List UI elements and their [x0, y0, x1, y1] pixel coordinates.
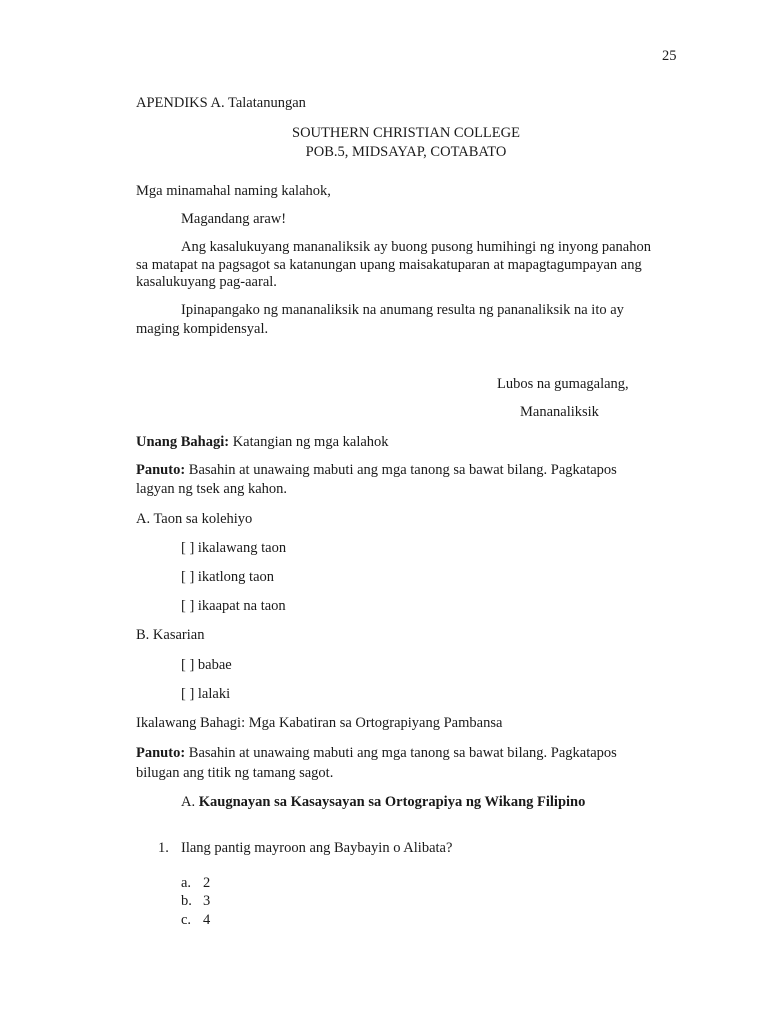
option-female[interactable]: [ ] babae	[181, 657, 232, 673]
school-name: SOUTHERN CHRISTIAN COLLEGE	[292, 125, 520, 141]
part2-section-title: Kaugnayan sa Kasaysayan sa Ortograpiya ng Wikang Filipino	[198, 794, 586, 810]
letter-paragraph-1-line-1: Ang kasalukuyang mananaliksik ay buong pusong humihingi ng inyong panahon	[181, 239, 651, 255]
option-year-3[interactable]: [ ] ikatlong taon	[181, 569, 275, 585]
option-year-2[interactable]: [ ] ikalawang taon	[181, 540, 287, 556]
part2-instruction-text: Basahin at unawaing mabuti ang mga tanong sa bawat bilang. Pagkatapos	[188, 745, 617, 761]
section-a-title: A. Taon sa kolehiyo	[136, 511, 253, 527]
part1-instruction-line-2: lagyan ng tsek ang kahon.	[136, 481, 288, 497]
option-male[interactable]: [ ] lalaki	[181, 686, 231, 702]
choice-c-letter[interactable]: c.	[181, 912, 192, 928]
part2-heading: Ikalawang Bahagi: Mga Kabatiran sa Ortograpiyang Pambansa	[136, 715, 503, 731]
part2-instruction-line-2: bilugan ang titik ng tamang sagot.	[136, 765, 334, 781]
section-b-title: B. Kasarian	[136, 627, 205, 643]
part2-section-prefix: A.	[181, 794, 196, 810]
appendix-title: APENDIKS A. Talatanungan	[136, 95, 306, 111]
letter-greeting: Magandang araw!	[181, 211, 287, 227]
letter-signature: Mananaliksik	[520, 404, 599, 420]
choice-a-letter[interactable]: a.	[181, 875, 192, 891]
letter-paragraph-1-line-2: sa matapat na pagsagot sa katanungan upang maisakatuparan at mapagtagumpayan ang	[136, 257, 642, 273]
part1-heading-label: Unang Bahagi:	[136, 434, 230, 450]
part2-instruction-line-1	[136, 744, 617, 762]
choice-b-letter[interactable]: b.	[181, 893, 192, 909]
question-1-text: Ilang pantig mayroon ang Baybayin o Alibata?	[181, 840, 453, 856]
part1-heading-text: Katangian ng mga kalahok	[232, 434, 389, 450]
question-1-number: 1.	[158, 840, 169, 856]
letter-closing: Lubos na gumagalang,	[497, 376, 629, 392]
part2-instruction-label: Panuto:	[136, 745, 186, 761]
part1-instruction-label: Panuto:	[136, 462, 186, 478]
option-year-4[interactable]: [ ] ikaapat na taon	[181, 598, 286, 614]
choice-b-value[interactable]: 3	[203, 893, 211, 909]
choice-c-value[interactable]: 4	[203, 912, 211, 928]
choice-a-value[interactable]: 2	[203, 875, 211, 891]
part2-section-heading	[181, 793, 585, 811]
part1-instruction-text: Basahin at unawaing mabuti ang mga tanong sa bawat bilang. Pagkatapos	[188, 462, 617, 478]
letter-paragraph-2-line-2: maging kompidensyal.	[136, 321, 269, 337]
letter-paragraph-1-line-3: kasalukuyang pag-aaral.	[136, 274, 277, 290]
letter-paragraph-2-line-1: Ipinapangako ng mananaliksik na anumang resulta ng pananaliksik na ito ay	[181, 302, 624, 318]
letter-salutation: Mga minamahal naming kalahok,	[136, 183, 331, 199]
part1-instruction-line-1	[136, 461, 617, 479]
page-number: 25	[662, 48, 677, 64]
school-address: POB.5, MIDSAYAP, COTABATO	[305, 144, 507, 160]
part1-heading	[136, 433, 389, 451]
